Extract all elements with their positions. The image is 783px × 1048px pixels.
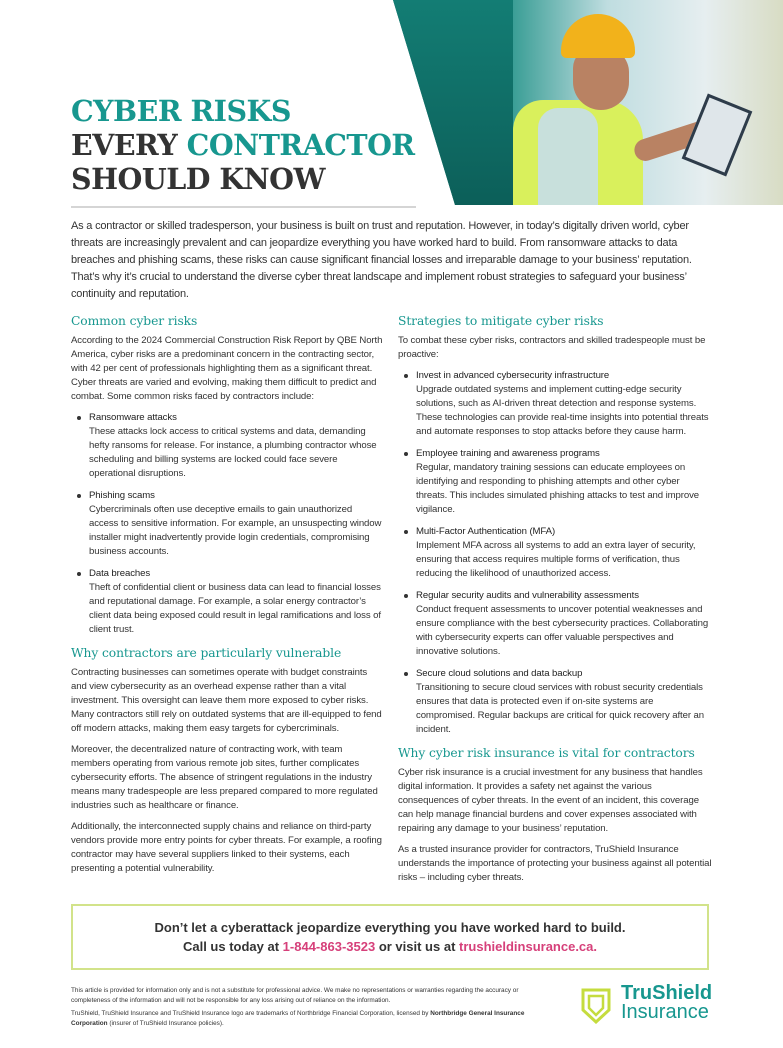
footer xyxy=(71,982,721,1032)
list-item: Phishing scams Cybercriminals often use deceptive emails to gain unauthorized access to sensitive information. For example, an unsuspecting window installer might inadvertently provide login credentials, compromising business accounts. xyxy=(71,489,383,559)
hero-photo xyxy=(393,0,783,205)
call-to-action-box: Don’t let a cyberattack jeopardize everything you have worked hard to build. Call us today at 1-844-863-3523 or visit us at trushieldinsurance.ca. xyxy=(71,904,709,970)
left-column: Common cyber risks According to the 2024 Commercial Construction Risk Report by QBE North America, cyber risks are a predominant concern in the contracting sector, with 42 per cent of professionals highlighting them as a significant threat. Cyber threats are varied and evolving, making them difficult to predict and combat. Some common risks faced by contractors include: Ransomware attacks These attacks lock access to critical systems and data, demanding hefty ransoms for release. For instance, a plumbing contractor whose scheduling and billing systems are locked could face severe operational disruptions. Phishing scams Cybercriminals often use deceptive emails to gain unauthorized access to sensitive information. For example, an unsuspecting window installer might inadvertently provide login credentials, compromising business accounts. Data breaches Theft of confidential client or business data can lead to financial losses and reputational damage. For example, a solar energy contractor’s client data being exposed could result in legal ramifications and loss of client trust. Why contractors are particularly vulnerable Contracting businesses can sometimes operate with budget constraints and view cybersecurity as an overhead expense rather than a vital investment. This oversight can leave them more exposed to cyber risks. Many contractors still rely on outdated systems that are ill-equipped to fend off modern attacks, making them easy targets for cybercriminals. Moreover, the decentralized nature of contracting work, with team members operating from various remote job sites, further complicates cybersecurity efforts. The absence of stringent regulations in the industry means many tradespeople are less prepared compared to more regulated industries such as healthcare or finance. Additionally, the interconnected supply chains and reliance on third-party vendors provide more entry points for cyber threats. For example, a roofing contractor may have several suppliers linked to their systems, each presenting a potential vulnerability. xyxy=(71,314,383,874)
list-item: Ransomware attacks These attacks lock access to critical systems and data, demanding hefty ransoms for release. For instance, a plumbing contractor whose scheduling and billing systems are locked could face severe operational disruptions. xyxy=(71,411,383,481)
common-risks-heading: Common cyber risks xyxy=(71,314,198,328)
list-item: Secure cloud solutions and data backup Transitioning to secure cloud services with robust security credentials ensures that data is protected even if on-site systems are compromised. Regular backups are critical for quick recovery after an incident. xyxy=(398,667,713,737)
list-item: Employee training and awareness programs Regular, mandatory training sessions can educate employees on identifying and responding to phishing attempts and other cyber threats. This includes simulated phishing attacks to test and improve vigilance. xyxy=(398,447,713,517)
intro-paragraph: As a contractor or skilled tradesperson, your business is built on trust and reputation. However, in today’s digitally driven world, cyber threats are increasingly prevalent and can jeopardize everything you have worked hard to build. From ransomware attacks to data breaches and phishing scams, these risks can cause significant financial losses and irreparable damage to your business’ reputation. That’s why it’s crucial to understand the diverse cyber threat landscape and implement robust strategies to safeguard your business’ continuity and reputation. xyxy=(71,220,692,300)
list-item: Invest in advanced cybersecurity infrastructure Upgrade outdated systems and implement cutting-edge security solutions, such as AI-driven threat detection and response systems. These technologies can provide real-time insights into potential threats and automate responses to stop attacks before they cause harm. xyxy=(398,369,713,439)
list-item: Data breaches Theft of confidential client or business data can lead to financial losses and reputational damage. For example, a solar energy contractor’s client data being exposed could result in legal ramifications and loss of client trust. xyxy=(71,567,383,637)
trushield-logo: TruShield Insurance xyxy=(581,986,721,1026)
common-risks-list xyxy=(71,411,383,637)
content xyxy=(0,218,783,1048)
columns xyxy=(71,313,721,892)
insurance-heading: Why cyber risk insurance is vital for contractors xyxy=(398,746,695,760)
vulnerable-heading: Why contractors are particularly vulnerable xyxy=(71,646,342,660)
strategies-list xyxy=(398,369,713,737)
footer-disclaimer: This article is provided for information only and is not a substitute for professional advice. We make no representations or warranties regarding the accuracy or completeness of the information and will not be responsible for any loss arising out of reliance on the information. TruShield, TruShield Insurance and TruShield Insurance logo are trademarks of Northbridge Financial Corporation, licensed by Northbridge General Insurance Corporation (insurer of TruShield Insurance policies). xyxy=(71,987,525,1027)
strategies-heading: Strategies to mitigate cyber risks xyxy=(398,314,604,328)
shield-icon xyxy=(581,988,611,1024)
title-divider xyxy=(71,206,416,208)
header xyxy=(0,0,783,212)
list-item: Regular security audits and vulnerability assessments Conduct frequent assessments to uncover potential weaknesses and ensure compliance with the best cybersecurity practices. Collaborating with cybersecurity experts can offer valuable perspectives and innovative solutions. xyxy=(398,589,713,659)
website-link[interactable]: trushieldinsurance.ca. xyxy=(459,939,598,954)
list-item: Multi-Factor Authentication (MFA) Implement MFA across all systems to add an extra layer of security, ensuring that access requires multiple forms of verification, thus reducing the likelihood of unauthorized access. xyxy=(398,525,713,581)
phone-link[interactable]: 1-844-863-3523 xyxy=(282,939,376,954)
page-title: CYBER RISKS EVERY CONTRACTOR SHOULD KNOW xyxy=(71,94,415,196)
right-column: Strategies to mitigate cyber risks To combat these cyber risks, contractors and skilled tradespeople must be proactive: Invest in advanced cybersecurity infrastructure Upgrade outdated systems and implement cutting-edge security solutions, such as AI-driven threat detection and response systems. These technologies can provide real-time insights into potential threats and automate responses to stop attacks before they cause harm. Employee training and awareness programs Regular, mandatory training sessions can educate employees on identifying and responding to phishing attempts and other cyber threats. This includes simulated phishing attacks to test and improve vigilance. Multi-Factor Authentication (MFA) Implement MFA across all systems to add an extra layer of security, ensuring that access requires multiple forms of verification, thus reducing the likelihood of unauthorized access. Regular security audits and vulnerability assessments Conduct frequent assessments to uncover potential weaknesses and ensure compliance with the best cybersecurity practices. Collaborating with cybersecurity experts can offer valuable perspectives and innovative solutions. Secure cloud solutions and data backup Transitioning to secure cloud services with robust security credentials ensures that data is protected even if on-site systems are compromised. Regular backups are critical for quick recovery after an incident. Why cyber risk insurance is vital for contractors Cyber risk insurance is a crucial investment for any business that handles digital information. It provides a safety net against the various consequences of cyber threats. In the event of an incident, this coverage can help manage financial burdens and cover expenses associated with repairing any damage to your business’ reputation. As a trusted insurance provider for contractors, TruShield Insurance understands the importance of protecting your business against all potential risks – including cyber threats. xyxy=(398,314,712,883)
